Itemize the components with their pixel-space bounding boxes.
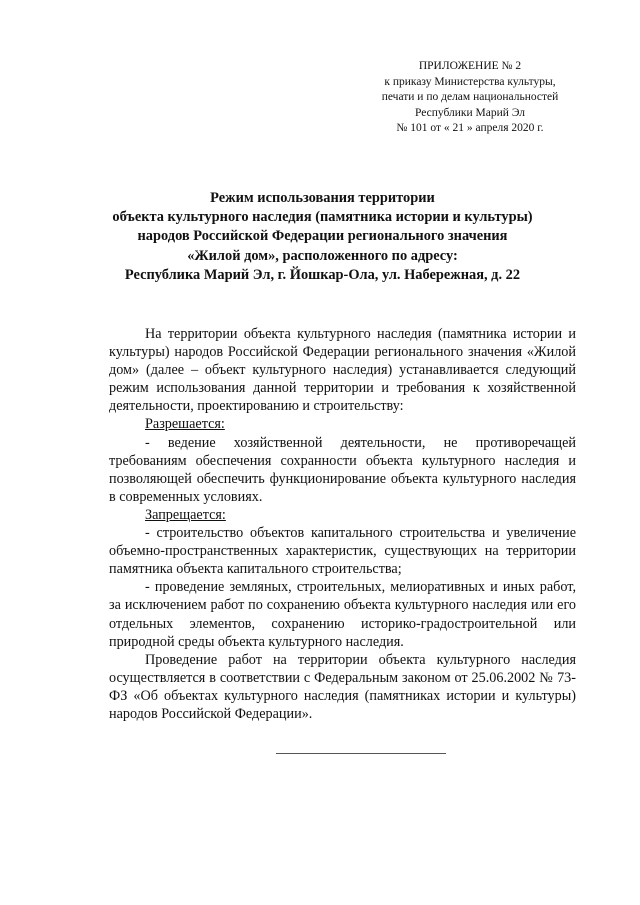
appendix-ref-line-1: к приказу Министерства культуры, [384, 75, 556, 88]
closing-paragraph: Проведение работ на территории объекта культурного наследия осуществляется в соответствии с Федеральным законом от 25.06.2002 № 73-ФЗ «Об объектах культурного наследия (памятниках истории и культуры) народов Российской Федерации». [109, 651, 576, 722]
allowed-item: - ведение хозяйственной деятельности, не противоречащей требованиям обеспечения сохранности объекта культурного наследия и позволяющей обеспечить функционирование объекта культурного наследия в современных условиях. [109, 434, 576, 505]
title-line: «Жилой дом», расположенного по адресу: [187, 247, 458, 264]
document-title [80, 189, 565, 285]
intro-paragraph: На территории объекта культурного наследия (памятника истории и культуры) народов Российской Федерации регионального значения «Жилой дом» (далее – объект культурного наследия) устанавливается следующий режим использования данной территории и требования к хозяйственной деятельности, проектированию и строительству: [109, 326, 576, 415]
appendix-header [340, 59, 600, 137]
title-line: объекта культурного наследия (памятника истории и культуры) [112, 209, 533, 226]
forbidden-label: Запрещается: [145, 506, 226, 523]
allowed-label: Разрешается: [145, 416, 225, 433]
title-line: народов Российской Федерации регионального значения [137, 228, 508, 245]
document-body [109, 325, 576, 723]
signature-line [276, 753, 446, 754]
appendix-ref-line-2: печати и по делам национальностей [381, 91, 559, 103]
forbidden-item: - проведение земляных, строительных, мелиоративных и иных работ, за исключением работ по сохранению объекта культурного наследия или его отдельных элементов, сохранению историко-градостроительной или природной среды объекта культурного наследия. [109, 579, 576, 650]
forbidden-item: - строительство объектов капитального строительства и увеличение объемно-пространственных характеристик, существующих на территории памятника объекта капитального строительства; [109, 525, 576, 578]
title-line: Режим использования территории [210, 190, 435, 206]
appendix-number: ПРИЛОЖЕНИЕ № 2 [418, 60, 522, 72]
title-line: Республика Марий Эл, г. Йошкар-Ола, ул. Набережная, д. 22 [124, 266, 521, 283]
appendix-order-number: № 101 от « 21 » апреля 2020 г. [396, 122, 544, 134]
appendix-ref-line-3: Республики Марий Эл [414, 106, 525, 119]
